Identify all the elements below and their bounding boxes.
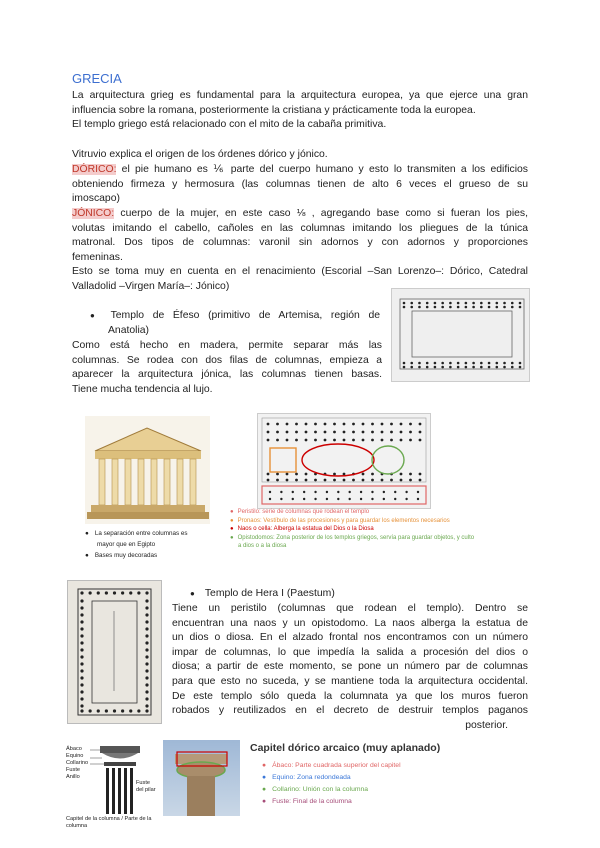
jonico-paragraph: [72, 207, 528, 265]
column-dot: [400, 423, 403, 426]
column-dot: [381, 439, 384, 442]
intro-line: influencia sobre la romana, posteriormente la cristiana y prácticamente toda la europea.: [72, 104, 476, 116]
column-dot: [409, 479, 412, 482]
column-dot: [145, 709, 148, 712]
column-dot: [496, 366, 499, 369]
hera-body-line: un dios o diosa. En el alzado frontal nos encontramos con un número: [172, 632, 528, 644]
column-dot: [314, 498, 316, 500]
column-dot: [348, 491, 350, 493]
column-dot: [409, 423, 412, 426]
intro-line: La arquitectura grieg es fundamental para la arquitectura europea, ya que ejerce una gran: [72, 90, 528, 101]
column-dot: [371, 498, 373, 500]
hera-plan-image: [67, 580, 162, 724]
column-dot: [80, 634, 83, 637]
column-dot: [410, 366, 413, 369]
column-dot: [400, 473, 403, 476]
column-dot: [472, 366, 475, 369]
renacimiento-line: Esto se toma muy en cuenta en el renacimiento (Escorial –San Lorenzo–: Dórico, Catedral: [72, 266, 528, 277]
column-dot: [343, 439, 346, 442]
column-dot: [121, 591, 124, 594]
column-dot: [80, 591, 83, 594]
column-dot: [418, 302, 421, 305]
efeso-annotated-plan: [257, 413, 431, 509]
column-dot: [457, 306, 460, 309]
column-dot: [519, 306, 522, 309]
column-dot: [113, 709, 116, 712]
column-dot: [80, 620, 83, 623]
column-dot: [145, 676, 148, 679]
column-dot: [80, 606, 83, 609]
efeso-bullet-line: ● Templo de Éfeso (primitivo de Artemisa, región de: [90, 309, 380, 324]
column-dot: [145, 620, 148, 623]
annotated-plan-drawing: [258, 414, 430, 508]
column-dot: [145, 662, 148, 665]
capitel-item: ● Fuste: Final de la columna: [262, 798, 352, 805]
column-dot: [314, 491, 316, 493]
column-dot: [465, 366, 468, 369]
renacimiento-line: Valladolid –Virgen María–: Jónico): [72, 280, 230, 292]
column-dot: [137, 591, 140, 594]
temple-illustration: [85, 416, 210, 524]
hera-body-line: impar de columnas, lo que impedía la salida a procesión del dios o: [172, 646, 528, 658]
column-dot: [314, 439, 317, 442]
jonico-line: femeninas.: [72, 251, 123, 263]
column-dot: [97, 591, 100, 594]
column-dot: [441, 366, 444, 369]
efeso-legend: [230, 508, 500, 551]
column-dot: [410, 362, 413, 365]
column-dot: [511, 366, 514, 369]
column-dot: [449, 302, 452, 305]
column-dot: [409, 431, 412, 434]
column-dot: [145, 655, 148, 658]
column-dot: [333, 439, 336, 442]
column-dot: [333, 423, 336, 426]
capitel-photo: [163, 740, 240, 816]
column-dot: [145, 641, 148, 644]
dorico-line: imoscapo): [72, 193, 120, 205]
column-dot: [326, 491, 328, 493]
column-dot: [465, 362, 468, 365]
column-dot: [409, 473, 412, 476]
column-dot: [472, 306, 475, 309]
column-dot: [80, 697, 83, 700]
column-dot: [426, 362, 429, 365]
column-dot: [480, 302, 483, 305]
hera-body: [172, 602, 528, 733]
column-dot: [267, 439, 270, 442]
column-dot: [324, 431, 327, 434]
jonico-line: matronal. Dos tipos de columnas: varonil sin adornos y con adornos y proporciones: [72, 237, 528, 249]
column-dot: [426, 306, 429, 309]
column-dot: [145, 591, 148, 594]
note-line: ● La separación entre columnas es: [85, 530, 188, 537]
capitel-diagram-labels: Ábaco Equino Collarino Fuste Anillo: [66, 746, 89, 780]
column-dot: [286, 431, 289, 434]
column-dot: [371, 439, 374, 442]
capitel-list: [262, 760, 482, 808]
column-dot: [295, 431, 298, 434]
legend-item: a dios o a la diosa: [238, 543, 287, 549]
column-dot: [449, 306, 452, 309]
column-dot: [89, 709, 92, 712]
column-dot: [362, 473, 365, 476]
column-dot: [343, 473, 346, 476]
column-dot: [390, 439, 393, 442]
column-dot: [267, 479, 270, 482]
column-dot: [405, 491, 407, 493]
note-line: mayor que en Egipto: [97, 541, 156, 548]
column-dot: [267, 431, 270, 434]
column-dot: [305, 439, 308, 442]
column-dot: [457, 366, 460, 369]
column-dot: [403, 366, 406, 369]
legend-item: ● Peristilo: serie de columnas que rodean el templo: [230, 509, 370, 515]
column-dot: [295, 479, 298, 482]
column-dot: [381, 479, 384, 482]
capitel-bottom-labels: Capitel de la columna / Parte de la columna: [66, 816, 152, 829]
efeso-body-line: columnas. Se rodea con dos filas de columnas, empieza a: [72, 354, 382, 366]
column-dot: [286, 423, 289, 426]
capitel-diagram: [66, 740, 154, 816]
hera-body-line: diosa; a partir de este momento, se pone un número par de columnas: [172, 661, 528, 673]
column-dot: [488, 362, 491, 365]
column-dot: [480, 366, 483, 369]
column-dot: [503, 306, 506, 309]
column-dot: [269, 491, 271, 493]
column-dot: [80, 641, 83, 644]
column-dot: [403, 362, 406, 365]
column-dot: [97, 709, 100, 712]
column-dot: [381, 431, 384, 434]
dorico-line: obteniendo firmeza y hermosura (las columnas tienen de alto 6 veces el grueso de su: [72, 178, 528, 190]
column-dot: [419, 473, 422, 476]
column-dot: [286, 473, 289, 476]
note-line: ● Bases muy decoradas: [85, 552, 158, 559]
column-dot: [472, 302, 475, 305]
jonico-label: JÓNICO:: [72, 208, 115, 219]
column-dot: [305, 431, 308, 434]
column-dot: [303, 491, 305, 493]
efeso-bullet: [90, 309, 380, 338]
column-dot: [480, 362, 483, 365]
hera-plan-drawing: [68, 581, 161, 723]
hera-body-line: robados y reutilizados en el decreto de destruir templos paganos: [172, 705, 528, 717]
column-dot: [80, 690, 83, 693]
column-dot: [457, 302, 460, 305]
column-dot: [295, 439, 298, 442]
column-dot: [80, 627, 83, 630]
hera-body-line: encuentran una naos y un opistodomo. La naos alberga la estatua de: [172, 617, 528, 629]
legend-item: ● Pronaos: Vestíbulo de las procesiones y para guardar los elementos necesarios: [230, 517, 450, 524]
column-dot: [129, 591, 132, 594]
column-dot: [295, 473, 298, 476]
capitel-item: ● Equino: Zona redondeada: [262, 774, 351, 781]
jonico-line: volutas imitando el cabello, cañoles en las columnas imitando los pliegues de la túnica: [72, 222, 528, 234]
column-dot: [80, 683, 83, 686]
hera-body-line: Tiene un peristilo (columnas que rodean el templo). Dentro se: [172, 603, 528, 614]
column-dot: [419, 479, 422, 482]
hera-body-line: para que esto no suceda, y se mantiene toda la arquitectura occidental.: [172, 675, 528, 687]
column-dot: [314, 479, 317, 482]
column-dot: [362, 423, 365, 426]
column-dot: [480, 306, 483, 309]
column-dot: [286, 479, 289, 482]
jonico-text: cuerpo de la mujer, en este caso ⅛ , agregando base como si fueran los pies,: [114, 208, 528, 219]
column-dot: [362, 439, 365, 442]
column-dot: [371, 491, 373, 493]
column-dot: [80, 704, 83, 707]
column-dot: [419, 431, 422, 434]
capitel-side-labels: Fuste del pilar: [136, 780, 156, 793]
column-dot: [511, 362, 514, 365]
column-dot: [343, 423, 346, 426]
efeso-bullet-line: Anatolia): [108, 324, 150, 336]
column-dot: [371, 431, 374, 434]
column-dot: [352, 439, 355, 442]
column-dot: [280, 491, 282, 493]
column-dot: [305, 473, 308, 476]
column-dot: [417, 491, 419, 493]
column-dot: [403, 306, 406, 309]
column-dot: [426, 302, 429, 305]
column-dot: [352, 479, 355, 482]
column-dot: [80, 655, 83, 658]
column-dot: [333, 479, 336, 482]
column-dot: [426, 366, 429, 369]
column-dot: [419, 423, 422, 426]
column-dot: [352, 423, 355, 426]
column-dot: [89, 591, 92, 594]
vitruvio-line: Vitruvio explica el origen de los órdenes dórico y jónico.: [72, 149, 328, 160]
column-dot: [343, 431, 346, 434]
column-dot: [348, 498, 350, 500]
column-dot: [472, 362, 475, 365]
column-dot: [145, 704, 148, 707]
column-dot: [418, 306, 421, 309]
column-dot: [381, 423, 384, 426]
column-dot: [295, 423, 298, 426]
column-dot: [434, 306, 437, 309]
column-dot: [434, 302, 437, 305]
column-dot: [314, 431, 317, 434]
column-dot: [280, 498, 282, 500]
column-dot: [418, 366, 421, 369]
column-dot: [465, 302, 468, 305]
column-dot: [449, 366, 452, 369]
column-dot: [418, 362, 421, 365]
column-dot: [409, 439, 412, 442]
column-dot: [400, 479, 403, 482]
column-dot: [441, 362, 444, 365]
column-dot: [405, 498, 407, 500]
column-dot: [337, 491, 339, 493]
column-dot: [383, 491, 385, 493]
column-dot: [80, 709, 83, 712]
efeso-body-line: aparecer la arquitectura jónica, las columnas tienen basas.: [72, 369, 382, 381]
column-dot: [80, 599, 83, 602]
column-dot: [276, 473, 279, 476]
column-dot: [360, 498, 362, 500]
column-dot: [352, 431, 355, 434]
column-dot: [362, 479, 365, 482]
column-dot: [394, 491, 396, 493]
column-dot: [441, 302, 444, 305]
column-dot: [145, 648, 148, 651]
column-dot: [80, 648, 83, 651]
column-dot: [449, 362, 452, 365]
column-dot: [390, 431, 393, 434]
column-dot: [145, 697, 148, 700]
column-dot: [390, 423, 393, 426]
column-dot: [441, 306, 444, 309]
capitel-item: ● Ábaco: Parte cuadrada superior del capitel: [262, 762, 401, 769]
column-dot: [113, 591, 116, 594]
column-dot: [314, 423, 317, 426]
column-dot: [276, 439, 279, 442]
column-dot: [333, 431, 336, 434]
column-dot: [267, 473, 270, 476]
column-dot: [145, 634, 148, 637]
dorico-paragraph: [72, 163, 528, 207]
column-dot: [410, 306, 413, 309]
column-dot: [121, 709, 124, 712]
dorico-label: DÓRICO:: [72, 164, 117, 175]
efeso-plan-image: [391, 288, 530, 382]
column-dot: [276, 423, 279, 426]
column-dot: [337, 498, 339, 500]
column-dot: [129, 709, 132, 712]
column-dot: [324, 439, 327, 442]
column-dot: [503, 362, 506, 365]
column-dot: [362, 431, 365, 434]
temple-drawing: [85, 416, 210, 524]
column-dot: [403, 302, 406, 305]
column-dot: [434, 362, 437, 365]
column-dot: [496, 362, 499, 365]
column-dot: [324, 479, 327, 482]
column-dot: [400, 439, 403, 442]
column-dot: [145, 690, 148, 693]
column-dot: [145, 606, 148, 609]
column-dot: [276, 431, 279, 434]
column-dot: [80, 676, 83, 679]
column-dot: [371, 473, 374, 476]
column-dot: [400, 431, 403, 434]
column-dot: [105, 591, 108, 594]
column-dot: [488, 302, 491, 305]
dorico-text: el pie humano es ⅙ parte del cuerpo humano y esto lo transmiten a los edificios: [116, 164, 528, 175]
hera-body-line: De este templo sólo queda la columnata ya que los muros fueron: [172, 690, 528, 702]
column-dot: [383, 498, 385, 500]
column-dot: [488, 366, 491, 369]
hera-bullet: ● Templo de Hera I (Paestum): [190, 587, 335, 602]
column-dot: [457, 362, 460, 365]
efeso-body-line: Tiene mucha tendencia al lujo.: [72, 383, 213, 395]
efeso-plan-drawing: [392, 289, 529, 381]
column-dot: [503, 302, 506, 305]
column-dot: [276, 479, 279, 482]
legend-item: ● Naos o cella: Alberga la estatua del Dios o la Diosa: [230, 526, 374, 532]
column-dot: [145, 669, 148, 672]
efeso-body: [72, 339, 382, 397]
column-dot: [303, 498, 305, 500]
column-dot: [360, 491, 362, 493]
capitel-photo-drawing: [163, 740, 240, 816]
efeso-body-line: Como está hecho en madera, permite separar más las: [72, 340, 382, 351]
intro-paragraph: [72, 89, 528, 133]
column-dot: [137, 709, 140, 712]
column-dot: [410, 302, 413, 305]
hera-body-line: posterior.: [465, 719, 508, 731]
capitel-item: ● Collarino: Unión con la columna: [262, 786, 369, 793]
column-dot: [269, 498, 271, 500]
column-dot: [496, 302, 499, 305]
legend-item: ● Opistodomos: Zona posterior de los templos griegos, servía para guardar objetos, y culto: [230, 534, 475, 541]
column-dot: [419, 439, 422, 442]
capitel-title: Capitel dórico arcaico (muy aplanado): [250, 742, 441, 754]
column-dot: [394, 498, 396, 500]
column-dot: [80, 662, 83, 665]
column-dot: [417, 498, 419, 500]
column-dot: [371, 423, 374, 426]
column-dot: [519, 302, 522, 305]
column-dot: [519, 366, 522, 369]
column-dot: [343, 479, 346, 482]
column-dot: [286, 439, 289, 442]
column-dot: [496, 306, 499, 309]
column-dot: [390, 479, 393, 482]
column-dot: [326, 498, 328, 500]
column-dot: [305, 479, 308, 482]
column-dot: [519, 362, 522, 365]
column-dot: [371, 479, 374, 482]
column-dot: [434, 366, 437, 369]
column-dot: [324, 423, 327, 426]
column-dot: [267, 423, 270, 426]
column-dot: [465, 306, 468, 309]
column-dot: [80, 669, 83, 672]
page-title: GRECIA: [72, 71, 122, 86]
column-dot: [511, 306, 514, 309]
column-dot: [305, 423, 308, 426]
efeso-left-notes: [85, 528, 225, 561]
column-dot: [80, 613, 83, 616]
column-dot: [292, 498, 294, 500]
column-dot: [333, 473, 336, 476]
column-dot: [488, 306, 491, 309]
column-dot: [105, 709, 108, 712]
column-dot: [145, 683, 148, 686]
column-dot: [145, 627, 148, 630]
intro-line: El templo griego está relacionado con el mito de la cabaña primitiva.: [72, 119, 387, 131]
column-dot: [292, 491, 294, 493]
column-dot: [511, 302, 514, 305]
column-dot: [145, 613, 148, 616]
column-dot: [503, 366, 506, 369]
column-dot: [145, 599, 148, 602]
